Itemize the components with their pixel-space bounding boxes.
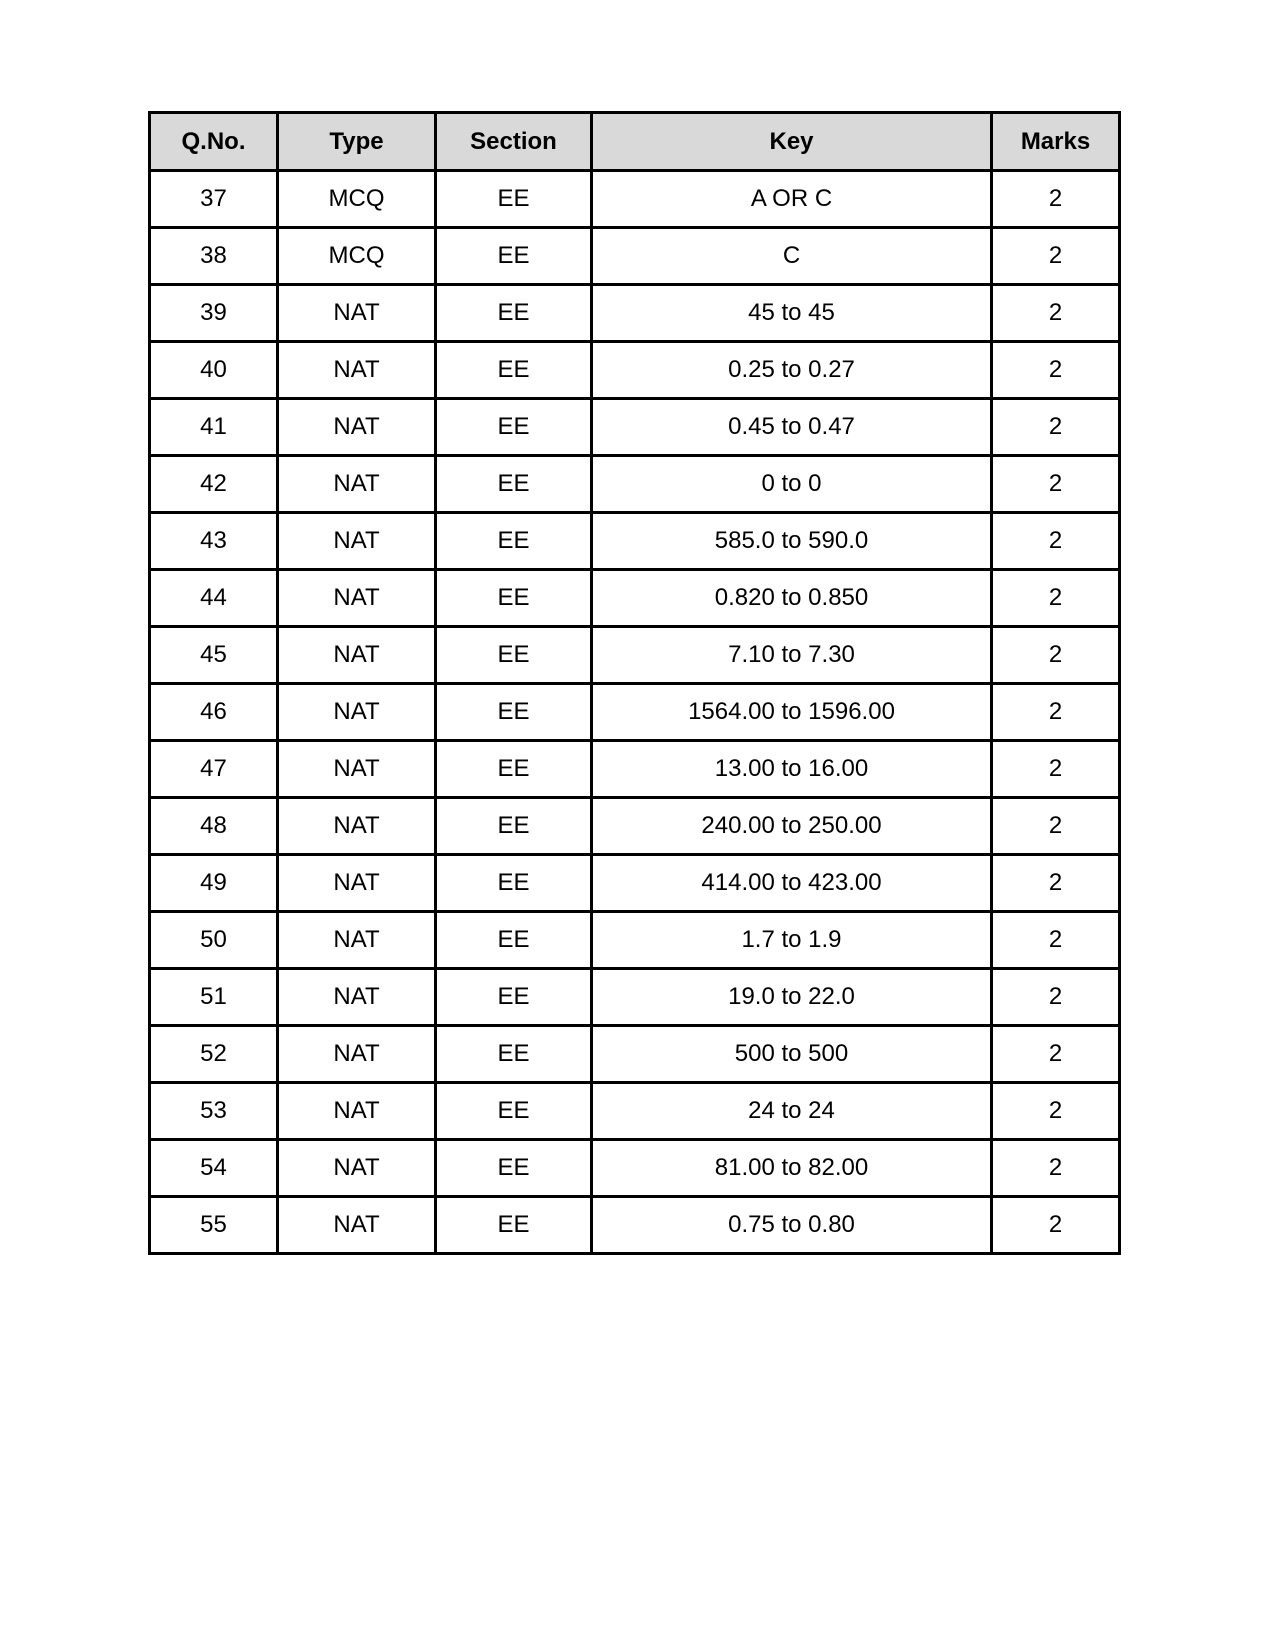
cell-qno: 47 <box>150 741 278 798</box>
cell-section: EE <box>436 855 592 912</box>
table-row <box>150 1083 1120 1140</box>
table-row <box>150 912 1120 969</box>
cell-section: EE <box>436 1197 592 1254</box>
cell-marks: 2 <box>992 1026 1120 1083</box>
table-row <box>150 342 1120 399</box>
cell-marks: 2 <box>992 171 1120 228</box>
table-row <box>150 1026 1120 1083</box>
cell-key: 500 to 500 <box>592 1026 992 1083</box>
table-row <box>150 228 1120 285</box>
header-key: Key <box>592 113 992 171</box>
cell-type: NAT <box>278 285 436 342</box>
cell-marks: 2 <box>992 399 1120 456</box>
cell-key: 240.00 to 250.00 <box>592 798 992 855</box>
cell-marks: 2 <box>992 285 1120 342</box>
table-row <box>150 513 1120 570</box>
cell-key: 7.10 to 7.30 <box>592 627 992 684</box>
cell-key: 19.0 to 22.0 <box>592 969 992 1026</box>
cell-type: NAT <box>278 1026 436 1083</box>
cell-section: EE <box>436 969 592 1026</box>
cell-section: EE <box>436 399 592 456</box>
cell-qno: 37 <box>150 171 278 228</box>
cell-type: NAT <box>278 1083 436 1140</box>
cell-marks: 2 <box>992 570 1120 627</box>
cell-qno: 40 <box>150 342 278 399</box>
cell-qno: 46 <box>150 684 278 741</box>
cell-qno: 38 <box>150 228 278 285</box>
cell-type: NAT <box>278 798 436 855</box>
cell-marks: 2 <box>992 969 1120 1026</box>
cell-key: 0.75 to 0.80 <box>592 1197 992 1254</box>
cell-key: 0.820 to 0.850 <box>592 570 992 627</box>
cell-key: 81.00 to 82.00 <box>592 1140 992 1197</box>
cell-section: EE <box>436 285 592 342</box>
cell-marks: 2 <box>992 1140 1120 1197</box>
table-body <box>150 171 1120 1254</box>
answer-key-table <box>148 111 1121 1255</box>
cell-marks: 2 <box>992 1083 1120 1140</box>
cell-qno: 43 <box>150 513 278 570</box>
cell-type: NAT <box>278 513 436 570</box>
table-row <box>150 456 1120 513</box>
cell-section: EE <box>436 912 592 969</box>
cell-marks: 2 <box>992 798 1120 855</box>
cell-type: MCQ <box>278 228 436 285</box>
cell-type: MCQ <box>278 171 436 228</box>
cell-key: 0.45 to 0.47 <box>592 399 992 456</box>
table-row <box>150 969 1120 1026</box>
cell-section: EE <box>436 684 592 741</box>
cell-section: EE <box>436 570 592 627</box>
cell-qno: 42 <box>150 456 278 513</box>
cell-marks: 2 <box>992 456 1120 513</box>
cell-qno: 45 <box>150 627 278 684</box>
cell-marks: 2 <box>992 342 1120 399</box>
cell-key: 1564.00 to 1596.00 <box>592 684 992 741</box>
cell-type: NAT <box>278 342 436 399</box>
cell-section: EE <box>436 1140 592 1197</box>
cell-key: 1.7 to 1.9 <box>592 912 992 969</box>
cell-qno: 52 <box>150 1026 278 1083</box>
cell-section: EE <box>436 1026 592 1083</box>
cell-qno: 51 <box>150 969 278 1026</box>
cell-type: NAT <box>278 684 436 741</box>
cell-qno: 41 <box>150 399 278 456</box>
header-section: Section <box>436 113 592 171</box>
cell-marks: 2 <box>992 741 1120 798</box>
cell-marks: 2 <box>992 684 1120 741</box>
cell-key: 24 to 24 <box>592 1083 992 1140</box>
cell-marks: 2 <box>992 855 1120 912</box>
cell-key: 585.0 to 590.0 <box>592 513 992 570</box>
cell-qno: 50 <box>150 912 278 969</box>
table-row <box>150 798 1120 855</box>
cell-type: NAT <box>278 1197 436 1254</box>
cell-key: 13.00 to 16.00 <box>592 741 992 798</box>
cell-marks: 2 <box>992 627 1120 684</box>
table-row <box>150 399 1120 456</box>
cell-type: NAT <box>278 912 436 969</box>
cell-type: NAT <box>278 969 436 1026</box>
cell-marks: 2 <box>992 1197 1120 1254</box>
table-row <box>150 285 1120 342</box>
cell-section: EE <box>436 627 592 684</box>
cell-qno: 53 <box>150 1083 278 1140</box>
cell-section: EE <box>436 741 592 798</box>
cell-qno: 39 <box>150 285 278 342</box>
table-row <box>150 855 1120 912</box>
header-qno: Q.No. <box>150 113 278 171</box>
cell-qno: 49 <box>150 855 278 912</box>
cell-type: NAT <box>278 627 436 684</box>
cell-qno: 55 <box>150 1197 278 1254</box>
cell-qno: 48 <box>150 798 278 855</box>
cell-marks: 2 <box>992 513 1120 570</box>
cell-section: EE <box>436 342 592 399</box>
cell-key: A OR C <box>592 171 992 228</box>
cell-type: NAT <box>278 741 436 798</box>
cell-key: C <box>592 228 992 285</box>
table-row <box>150 1140 1120 1197</box>
cell-section: EE <box>436 171 592 228</box>
cell-marks: 2 <box>992 912 1120 969</box>
cell-key: 45 to 45 <box>592 285 992 342</box>
table-row <box>150 627 1120 684</box>
table-row <box>150 171 1120 228</box>
cell-section: EE <box>436 228 592 285</box>
cell-section: EE <box>436 513 592 570</box>
cell-section: EE <box>436 1083 592 1140</box>
table-row <box>150 570 1120 627</box>
header-marks: Marks <box>992 113 1120 171</box>
cell-key: 0 to 0 <box>592 456 992 513</box>
cell-section: EE <box>436 456 592 513</box>
table-row <box>150 1197 1120 1254</box>
table-header <box>150 113 1120 171</box>
cell-type: NAT <box>278 399 436 456</box>
cell-type: NAT <box>278 855 436 912</box>
cell-type: NAT <box>278 1140 436 1197</box>
table-row <box>150 684 1120 741</box>
cell-type: NAT <box>278 456 436 513</box>
header-type: Type <box>278 113 436 171</box>
header-row <box>150 113 1120 171</box>
table-row <box>150 741 1120 798</box>
cell-key: 414.00 to 423.00 <box>592 855 992 912</box>
cell-key: 0.25 to 0.27 <box>592 342 992 399</box>
cell-marks: 2 <box>992 228 1120 285</box>
cell-type: NAT <box>278 570 436 627</box>
cell-qno: 54 <box>150 1140 278 1197</box>
cell-qno: 44 <box>150 570 278 627</box>
cell-section: EE <box>436 798 592 855</box>
